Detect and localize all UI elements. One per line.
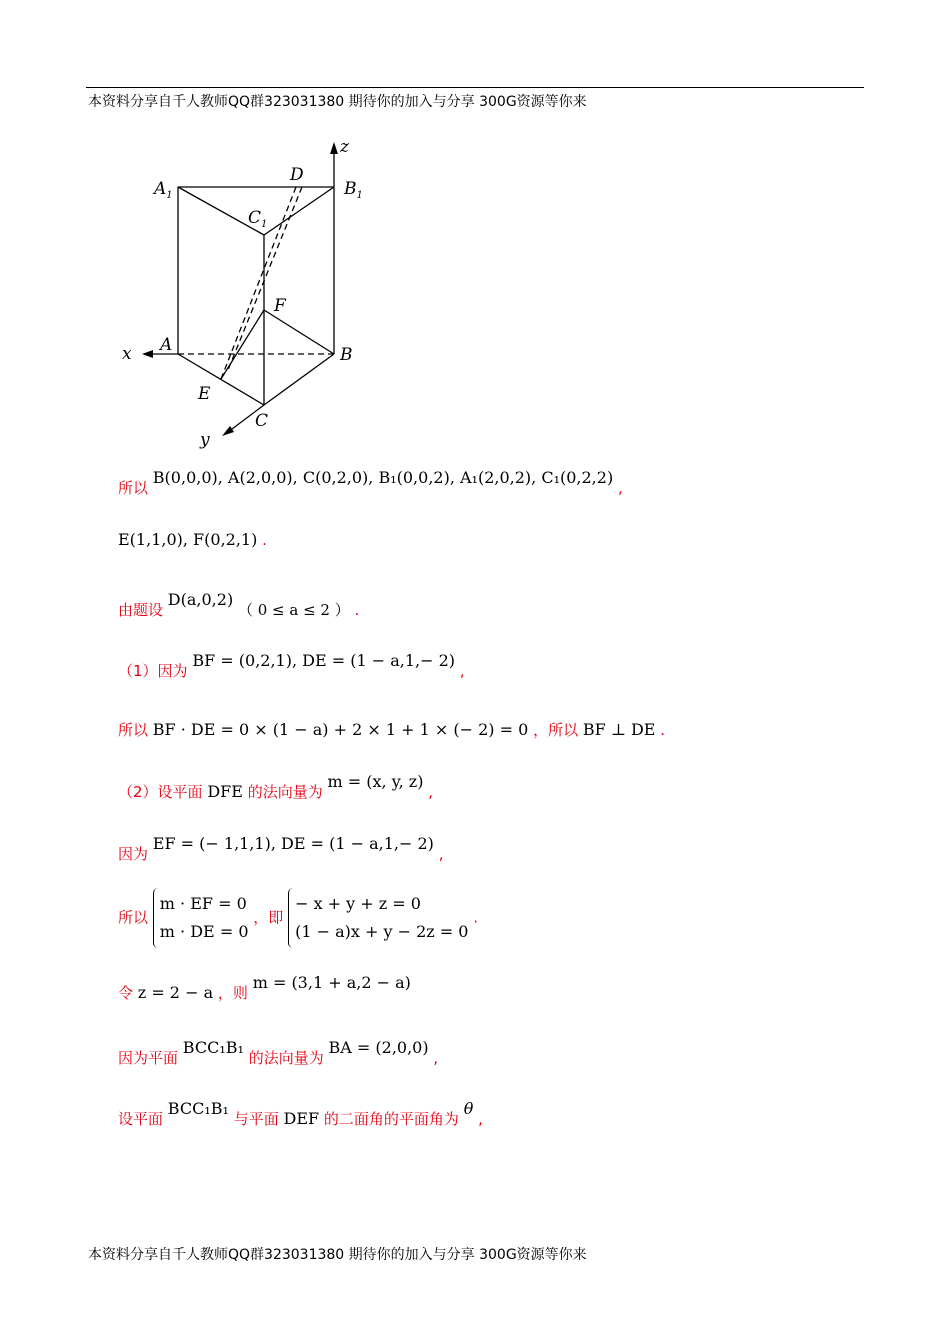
- label-A1: A: [154, 179, 167, 199]
- label-B1: B: [344, 179, 357, 199]
- plane-normal-line: 因为平面 BCC₁B₁ 的法向量为 BA = (2,0,0) ,: [118, 1038, 439, 1067]
- dot-product-line: 所以 BF · DE = 0 × (1 − a) + 2 × 1 + 1 × (− 2) = 0 ，所以 BF ⊥ DE .: [118, 720, 666, 739]
- svg-text:B1: $B_1$: [344, 179, 363, 201]
- points-EF-math: E(1,1,0), F(0,2,1): [118, 530, 258, 549]
- axis-z-label: z: [340, 137, 349, 157]
- coords-math: B(0,0,0), A(2,0,0), C(0,2,0), B₁(0,0,2), A₁(2,0,2), C₁(0,2,2): [152, 468, 614, 487]
- page-header: 本资料分享自千人教师QQ群323031380 期待你的加入与分享 300G资源等你来: [88, 94, 587, 110]
- label-D: D: [290, 165, 304, 185]
- dihedral-line: 设平面 BCC₁B₁ 与平面 DEF 的二面角的平面角为 θ ,: [118, 1099, 483, 1128]
- header-rule: [86, 87, 864, 88]
- page-footer: 本资料分享自千人教师QQ群323031380 期待你的加入与分享 300G资源等你来: [88, 1247, 587, 1263]
- normal-vector-m: m = (x, y, z): [327, 772, 424, 791]
- EF-DE-math: EF = (− 1,1,1), DE = (1 − a,1,− 2): [152, 834, 434, 853]
- label-F: F: [274, 296, 286, 316]
- system-line: 所以 m · EF = 0 m · DE = 0 ，即 − x + y + z = 0 (1 − a)x + y − 2z = 0 .: [118, 888, 478, 948]
- part1-line: （1）因为 BF = (0,2,1), DE = (1 − a,1,− 2) ,: [118, 651, 465, 680]
- points-EF-line: E(1,1,0), F(0,2,1) .: [118, 530, 267, 549]
- EF-DE-line: 因为 EF = (− 1,1,1), DE = (1 − a,1,− 2) ,: [118, 834, 444, 863]
- label-A: A: [160, 335, 173, 355]
- part2-line: （2）设平面 DFE 的法向量为 m = (x, y, z) ,: [118, 772, 434, 801]
- dot-product-math: BF · DE = 0 × (1 − a) + 2 × 1 + 1 × (− 2) = 0: [152, 720, 529, 739]
- axis-x-label: x: [122, 344, 132, 364]
- part1-vectors: BF = (0,2,1), DE = (1 − a,1,− 2): [192, 651, 456, 670]
- let-z-line: 令 z = 2 − a ，则 m = (3,1 + a,2 − a): [118, 973, 411, 1002]
- prism-figure: [110, 130, 380, 455]
- label-C1: C: [248, 208, 262, 228]
- label-B: B: [340, 345, 353, 365]
- coords-line: 所以 B(0,0,0), A(2,0,0), C(0,2,0), B₁(0,0,2), A₁(2,0,2), C₁(0,2,2) ,: [118, 468, 623, 497]
- perpendicular-math: BF ⊥ DE: [582, 720, 656, 739]
- label-C: C: [255, 411, 269, 431]
- axis-y-label: y: [200, 430, 210, 450]
- label-E: E: [198, 384, 211, 404]
- svg-text:A1: $A_1$: [154, 179, 173, 201]
- point-D-math: D(a,0,2): [167, 590, 234, 609]
- BA-vector: BA = (2,0,0): [328, 1038, 429, 1057]
- svg-text:C1: $C_1$: [248, 208, 268, 230]
- linear-system: − x + y + z = 0 (1 − a)x + y − 2z = 0: [288, 888, 468, 948]
- m-result: m = (3,1 + a,2 − a): [252, 973, 411, 992]
- theta: θ: [463, 1099, 474, 1118]
- point-D-line: 由题设 D(a,0,2) （ 0 ≤ a ≤ 2 ） .: [118, 590, 360, 619]
- dot-system: m · EF = 0 m · DE = 0: [153, 888, 249, 948]
